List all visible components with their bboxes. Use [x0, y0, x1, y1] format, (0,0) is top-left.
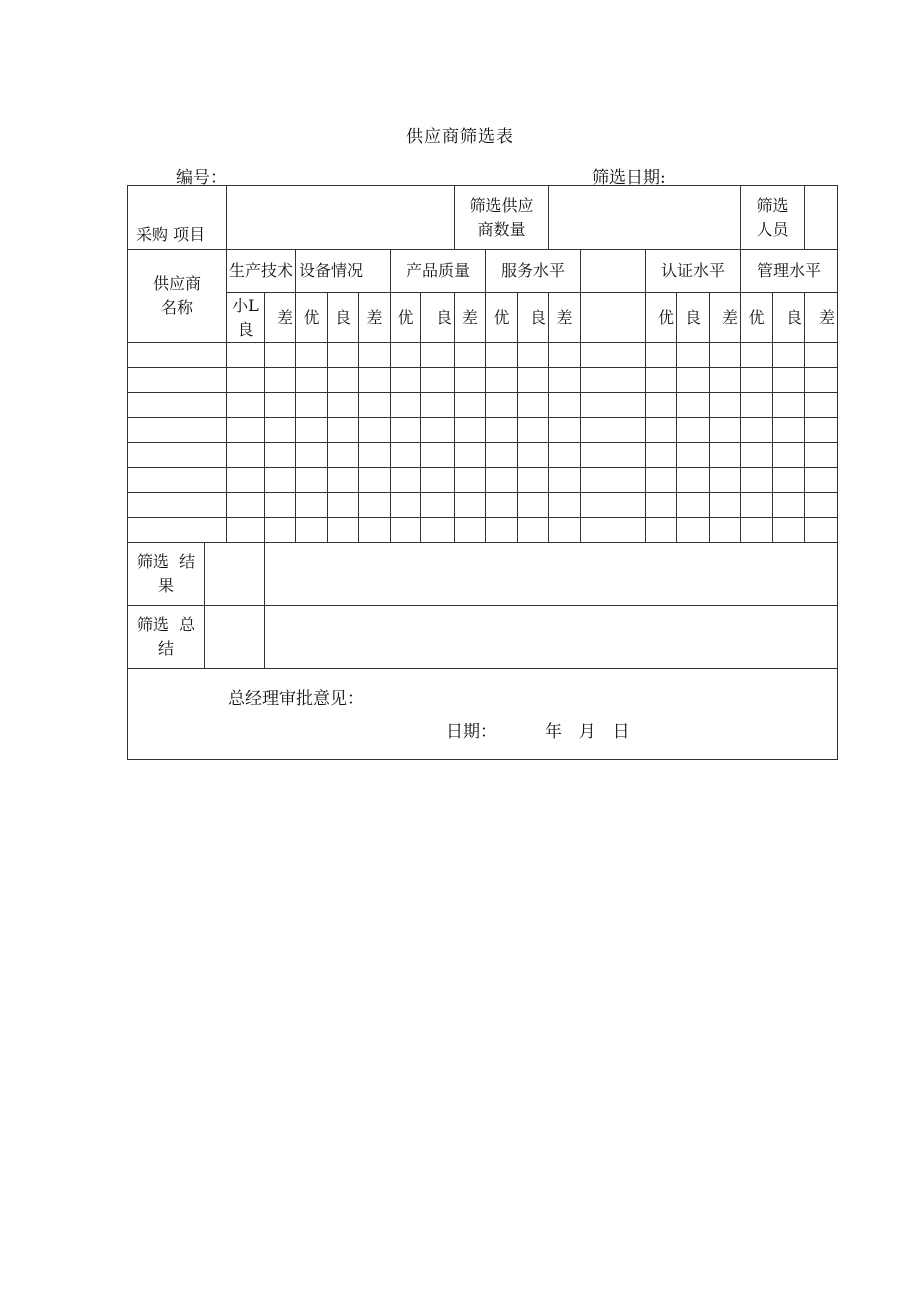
grade-cell[interactable]	[421, 368, 455, 393]
grade-cell[interactable]	[741, 393, 773, 418]
grade-cell[interactable]	[518, 518, 549, 543]
grade-header: 优	[486, 293, 518, 343]
grade-header: 良	[328, 293, 359, 343]
supplier-name-cell[interactable]	[128, 368, 227, 393]
screening-summary-field-a[interactable]	[205, 606, 265, 669]
grade-cell[interactable]	[296, 518, 328, 543]
group-header-equipment: 设备情况	[296, 250, 391, 293]
approval-date-ymd: 年 月 日	[545, 722, 632, 742]
grade-cell[interactable]	[421, 468, 455, 493]
grade-cell[interactable]	[328, 493, 359, 518]
grade-cell[interactable]	[328, 393, 359, 418]
supplier-name-cell[interactable]	[128, 443, 227, 468]
grade-cell[interactable]	[227, 343, 265, 368]
grade-cell[interactable]	[549, 443, 581, 468]
grade-cell[interactable]	[741, 368, 773, 393]
grade-cell[interactable]	[265, 443, 296, 468]
grade-cell[interactable]	[455, 493, 486, 518]
grade-cell[interactable]	[391, 393, 421, 418]
grade-cell[interactable]	[421, 443, 455, 468]
number-label: 编号：	[176, 168, 227, 188]
grade-cell[interactable]	[296, 493, 328, 518]
grade-cell[interactable]	[265, 393, 296, 418]
grade-cell[interactable]	[581, 418, 646, 443]
grade-cell[interactable]	[710, 368, 741, 393]
grade-cell[interactable]	[486, 418, 518, 443]
grade-cell[interactable]	[677, 343, 710, 368]
grade-cell[interactable]	[581, 343, 646, 368]
grade-cell[interactable]	[805, 493, 838, 518]
grade-cell[interactable]	[486, 518, 518, 543]
table-row	[128, 393, 838, 418]
grade-cell[interactable]	[646, 418, 677, 443]
purchase-item-field[interactable]	[227, 186, 455, 250]
grade-cell[interactable]	[549, 468, 581, 493]
grade-cell[interactable]	[328, 443, 359, 468]
grade-cell[interactable]	[455, 518, 486, 543]
supplier-screening-table	[127, 185, 838, 760]
grade-cell[interactable]	[486, 393, 518, 418]
grade-cell[interactable]	[359, 493, 391, 518]
grade-cell[interactable]	[296, 418, 328, 443]
grade-cell[interactable]	[296, 468, 328, 493]
grade-cell[interactable]	[359, 418, 391, 443]
grade-cell[interactable]	[677, 493, 710, 518]
grade-cell[interactable]	[455, 368, 486, 393]
group-header-management: 管理水平	[741, 250, 838, 293]
grade-cell[interactable]	[391, 493, 421, 518]
grade-header: 优	[741, 293, 773, 343]
grade-cell[interactable]	[741, 343, 773, 368]
grade-cell[interactable]	[486, 443, 518, 468]
table-row	[128, 443, 838, 468]
grade-cell[interactable]	[710, 393, 741, 418]
grade-cell[interactable]	[773, 468, 805, 493]
grade-cell[interactable]	[646, 518, 677, 543]
grade-cell[interactable]	[328, 518, 359, 543]
grade-cell[interactable]	[710, 493, 741, 518]
grade-cell[interactable]	[391, 443, 421, 468]
grade-cell[interactable]	[805, 393, 838, 418]
grade-cell[interactable]	[265, 343, 296, 368]
grade-cell[interactable]	[710, 418, 741, 443]
grade-cell[interactable]	[328, 468, 359, 493]
grade-cell[interactable]	[227, 418, 265, 443]
grade-cell[interactable]	[296, 393, 328, 418]
grade-cell[interactable]	[646, 393, 677, 418]
grade-cell[interactable]	[581, 368, 646, 393]
grade-cell[interactable]	[328, 343, 359, 368]
grade-header-blank	[581, 293, 646, 343]
form-title: 供应商筛选表	[406, 127, 514, 147]
grade-cell[interactable]	[581, 493, 646, 518]
grade-cell[interactable]	[421, 343, 455, 368]
grade-cell[interactable]	[646, 443, 677, 468]
grade-cell[interactable]	[805, 468, 838, 493]
grade-cell[interactable]	[549, 518, 581, 543]
grade-cell[interactable]	[486, 493, 518, 518]
grade-cell[interactable]	[710, 468, 741, 493]
grade-cell[interactable]	[359, 343, 391, 368]
grade-cell[interactable]	[359, 443, 391, 468]
grade-cell[interactable]	[549, 393, 581, 418]
supplier-name-cell[interactable]	[128, 418, 227, 443]
grade-cell[interactable]	[421, 493, 455, 518]
supplier-name-cell[interactable]	[128, 493, 227, 518]
grade-cell[interactable]	[773, 368, 805, 393]
grade-cell[interactable]	[677, 518, 710, 543]
supplier-count-label: 筛选供应 商数量	[455, 186, 549, 250]
grade-cell[interactable]	[227, 468, 265, 493]
grade-header: 差	[710, 293, 741, 343]
grade-cell[interactable]	[296, 368, 328, 393]
supplier-name-cell[interactable]	[128, 468, 227, 493]
supplier-name-header: 供应商 名称	[128, 250, 227, 343]
grade-cell[interactable]	[227, 493, 265, 518]
grade-cell[interactable]	[455, 393, 486, 418]
grade-cell[interactable]	[486, 468, 518, 493]
grade-header: 差	[549, 293, 581, 343]
grade-cell[interactable]	[646, 468, 677, 493]
grade-cell[interactable]	[646, 343, 677, 368]
grade-cell[interactable]	[455, 468, 486, 493]
grade-cell[interactable]	[741, 468, 773, 493]
table-row	[128, 493, 838, 518]
group-header-certification: 认证水平	[646, 250, 741, 293]
grade-cell[interactable]	[805, 343, 838, 368]
grade-header: 良	[677, 293, 710, 343]
grade-cell[interactable]	[677, 443, 710, 468]
grade-header: 优	[391, 293, 421, 343]
grade-cell[interactable]	[486, 343, 518, 368]
grade-cell[interactable]	[265, 368, 296, 393]
grade-cell[interactable]	[646, 368, 677, 393]
approval-section	[128, 669, 837, 759]
grade-cell[interactable]	[581, 443, 646, 468]
grade-cell[interactable]	[741, 518, 773, 543]
grade-cell[interactable]	[710, 518, 741, 543]
grade-cell[interactable]	[549, 493, 581, 518]
grade-cell[interactable]	[359, 393, 391, 418]
grade-cell[interactable]	[741, 443, 773, 468]
grade-cell[interactable]	[391, 368, 421, 393]
grade-cell[interactable]	[455, 418, 486, 443]
grade-cell[interactable]	[359, 468, 391, 493]
grade-cell[interactable]	[265, 418, 296, 443]
grade-cell[interactable]	[710, 343, 741, 368]
grade-cell[interactable]	[227, 443, 265, 468]
grade-cell[interactable]	[773, 393, 805, 418]
screener-field[interactable]	[805, 186, 838, 250]
table-row	[128, 518, 838, 543]
grade-cell[interactable]	[391, 518, 421, 543]
grade-cell[interactable]	[741, 418, 773, 443]
approval-cell[interactable]	[128, 669, 838, 760]
grade-cell[interactable]	[391, 418, 421, 443]
grade-cell[interactable]	[328, 368, 359, 393]
grade-cell[interactable]	[421, 418, 455, 443]
grade-cell[interactable]	[677, 468, 710, 493]
grade-cell[interactable]	[421, 518, 455, 543]
grade-header: 良	[421, 293, 455, 343]
table-row	[128, 343, 838, 368]
supplier-name-cell[interactable]	[128, 343, 227, 368]
grade-header: 良	[518, 293, 549, 343]
supplier-name-cell[interactable]	[128, 393, 227, 418]
grade-cell[interactable]	[677, 368, 710, 393]
screening-summary-label: 筛选 总 结	[128, 606, 205, 669]
grade-cell[interactable]	[773, 443, 805, 468]
grade-cell[interactable]	[805, 443, 838, 468]
grade-cell[interactable]	[265, 493, 296, 518]
table-row	[128, 368, 838, 393]
grade-cell[interactable]	[773, 518, 805, 543]
grade-cell[interactable]	[805, 368, 838, 393]
grade-cell[interactable]	[805, 518, 838, 543]
grade-cell[interactable]	[227, 518, 265, 543]
grade-cell[interactable]	[296, 343, 328, 368]
group-header-blank	[581, 250, 646, 293]
grade-cell[interactable]	[391, 343, 421, 368]
grade-cell[interactable]	[646, 493, 677, 518]
screening-summary-field-b[interactable]	[265, 606, 838, 669]
group-header-product-quality: 产品质量	[391, 250, 486, 293]
grade-header: 差	[455, 293, 486, 343]
grade-header: 优	[646, 293, 677, 343]
screening-date-label: 筛选日期:	[592, 168, 666, 188]
grade-cell[interactable]	[549, 343, 581, 368]
grade-cell[interactable]	[518, 368, 549, 393]
grade-cell[interactable]	[677, 393, 710, 418]
grade-header: 差	[359, 293, 391, 343]
grade-cell[interactable]	[227, 368, 265, 393]
grade-cell[interactable]	[518, 443, 549, 468]
grade-cell[interactable]	[359, 368, 391, 393]
grade-cell[interactable]	[421, 393, 455, 418]
grade-cell[interactable]	[773, 493, 805, 518]
grade-cell[interactable]	[518, 493, 549, 518]
grade-cell[interactable]	[581, 518, 646, 543]
grade-cell[interactable]	[227, 393, 265, 418]
supplier-name-cell[interactable]	[128, 518, 227, 543]
screener-label: 筛选 人员	[741, 186, 805, 250]
grade-cell[interactable]	[486, 368, 518, 393]
grade-header: 优	[296, 293, 328, 343]
grade-cell[interactable]	[677, 418, 710, 443]
grade-cell[interactable]	[549, 368, 581, 393]
purchase-item-label: 采购 项目	[128, 186, 227, 250]
approval-label: 总经理审批意见：	[228, 689, 364, 709]
grade-cell[interactable]	[773, 343, 805, 368]
grade-cell[interactable]	[581, 468, 646, 493]
grade-cell[interactable]	[581, 393, 646, 418]
group-header-service-level: 服务水平	[486, 250, 581, 293]
approval-date-label: 日期：	[446, 722, 497, 742]
grade-header: 差	[805, 293, 838, 343]
screening-result-field-b[interactable]	[265, 543, 838, 606]
grade-cell[interactable]	[265, 468, 296, 493]
group-header-production-tech: 生产技术	[227, 250, 296, 293]
screening-result-field-a[interactable]	[205, 543, 265, 606]
grade-cell[interactable]	[549, 418, 581, 443]
grade-cell[interactable]	[391, 468, 421, 493]
grade-cell[interactable]	[455, 443, 486, 468]
grade-cell[interactable]	[359, 518, 391, 543]
grade-cell[interactable]	[710, 443, 741, 468]
grade-cell[interactable]	[265, 518, 296, 543]
grade-cell[interactable]	[455, 343, 486, 368]
grade-cell[interactable]	[518, 418, 549, 443]
screening-result-label: 筛选 结 果	[128, 543, 205, 606]
table-row	[128, 468, 838, 493]
supplier-count-field[interactable]	[549, 186, 741, 250]
grade-cell[interactable]	[518, 468, 549, 493]
grade-cell[interactable]	[805, 418, 838, 443]
grade-header: 良	[773, 293, 805, 343]
grade-cell[interactable]	[741, 493, 773, 518]
grade-cell[interactable]	[773, 418, 805, 443]
table-row	[128, 418, 838, 443]
grade-cell[interactable]	[328, 418, 359, 443]
grade-cell[interactable]	[518, 393, 549, 418]
grade-header: 小L良	[227, 293, 265, 343]
grade-cell[interactable]	[296, 443, 328, 468]
grade-cell[interactable]	[518, 343, 549, 368]
grade-header: 差	[265, 293, 296, 343]
